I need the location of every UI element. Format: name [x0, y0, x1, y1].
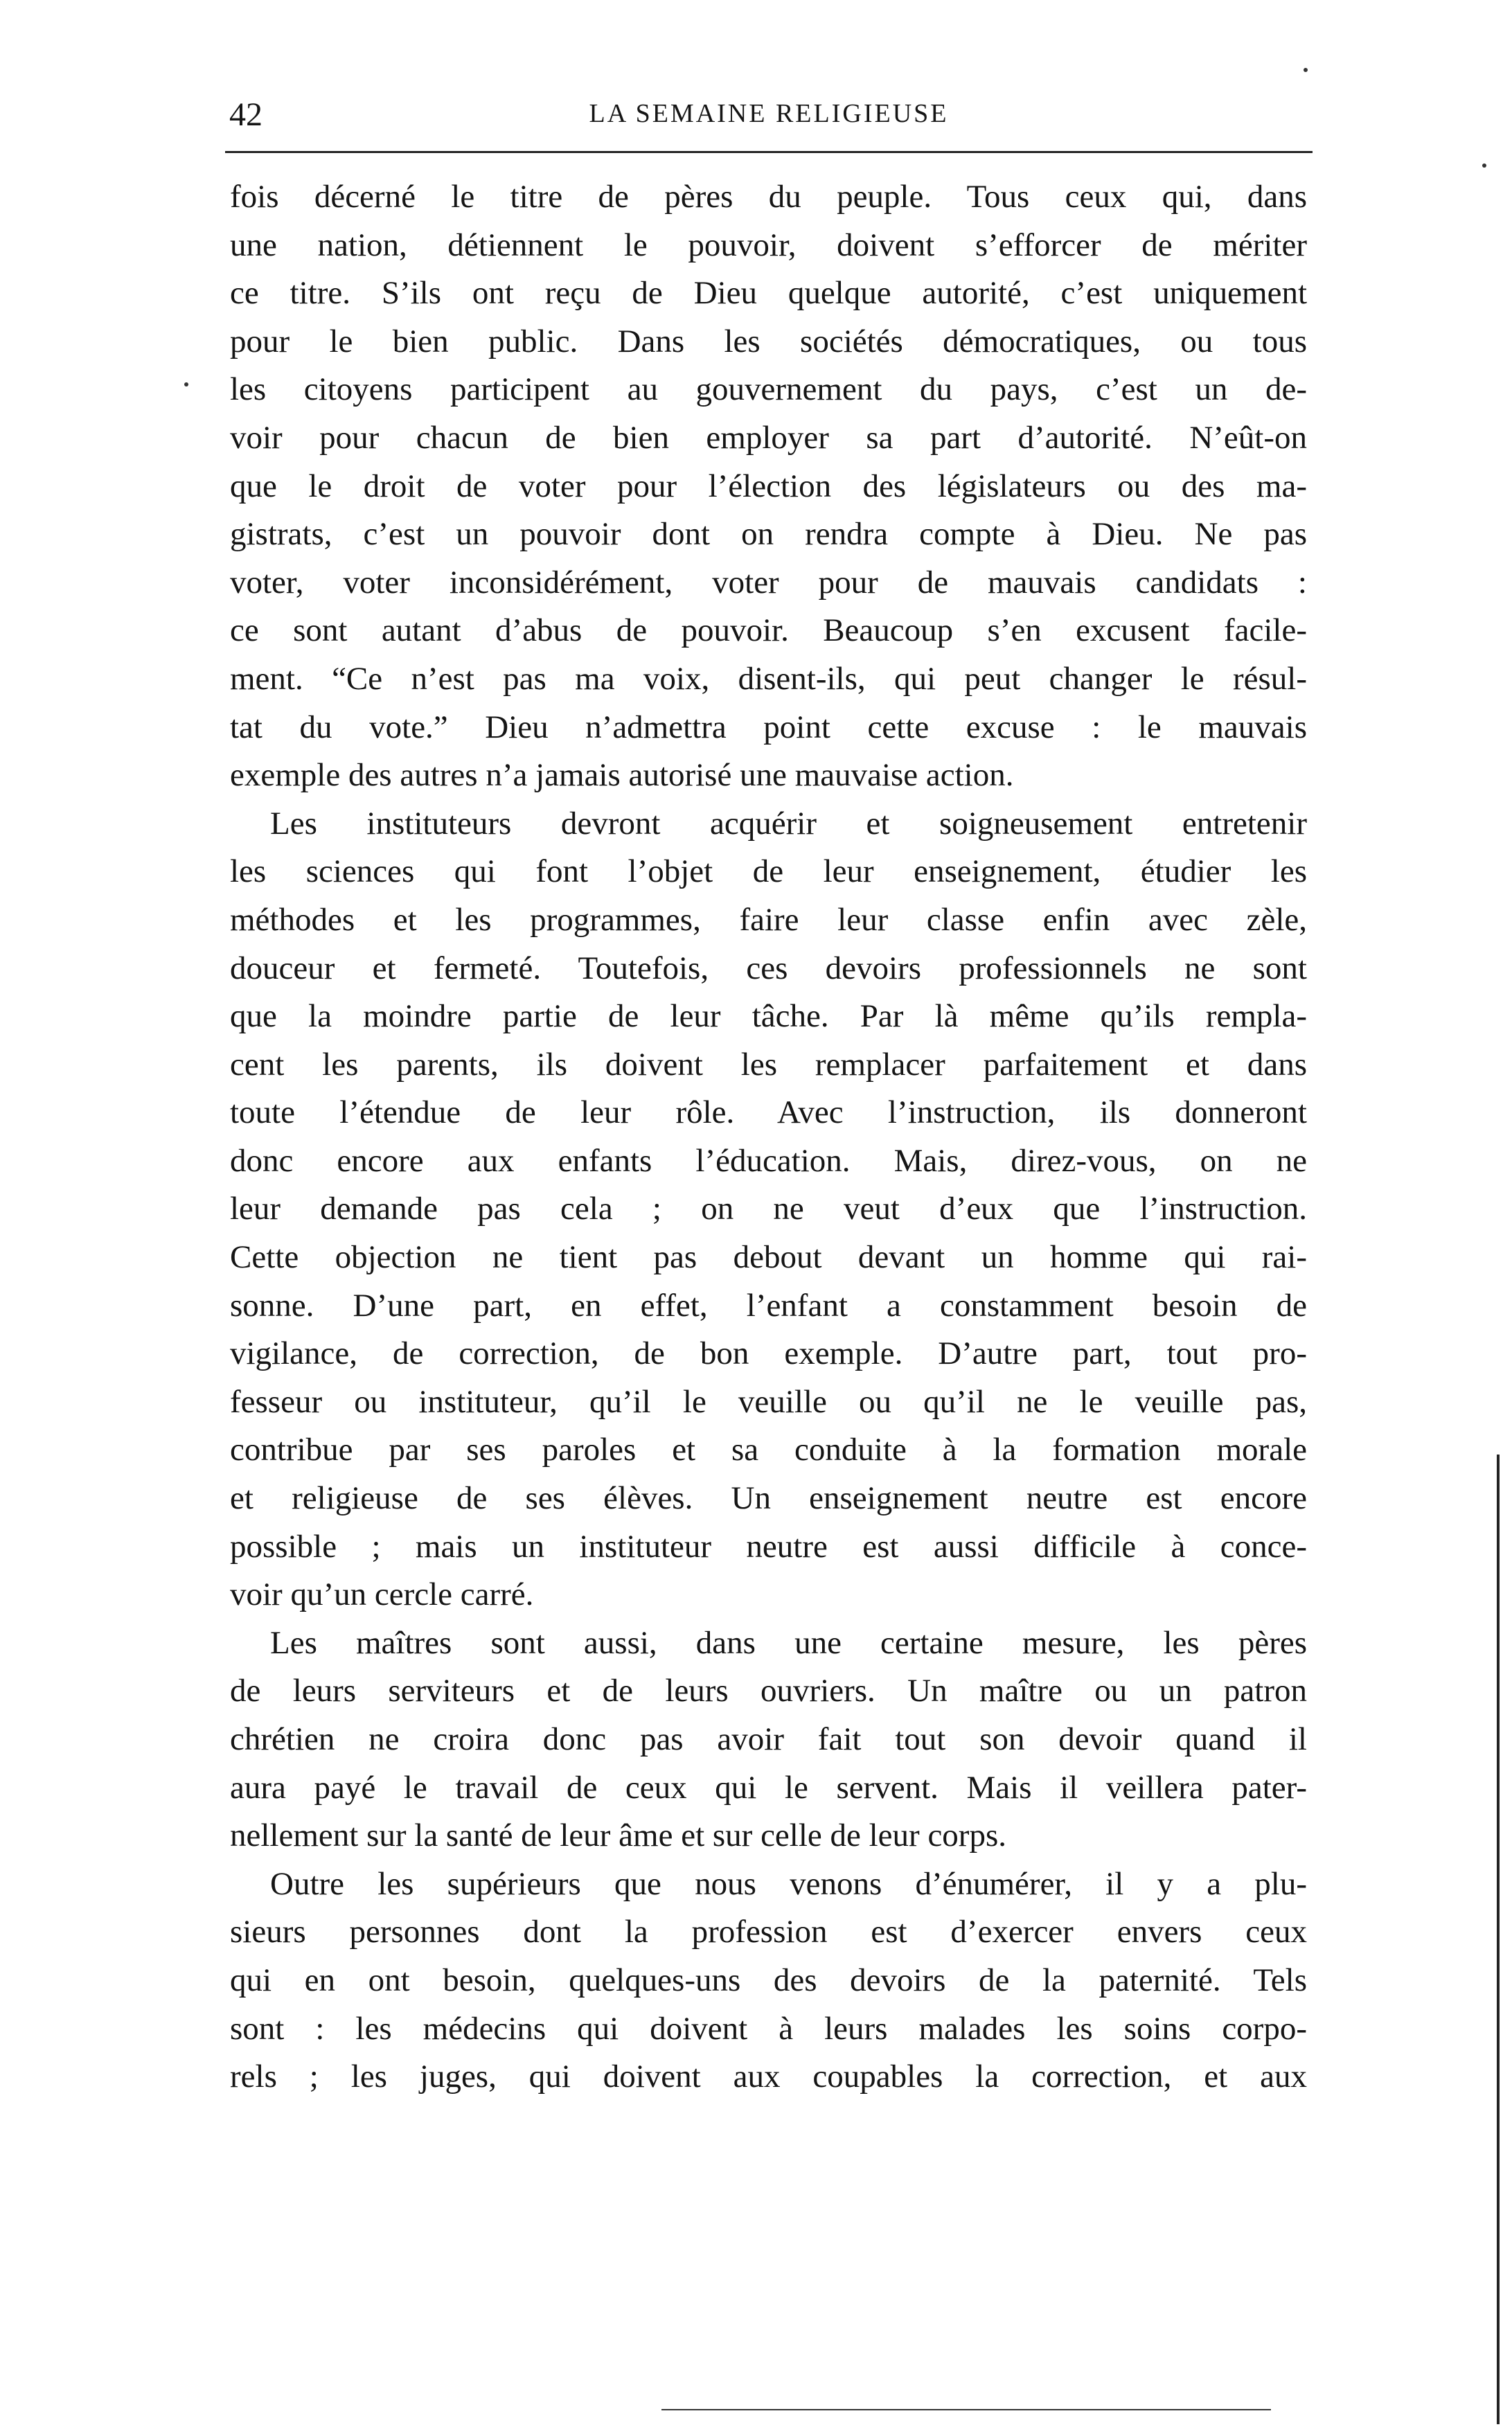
header-rule: [225, 151, 1313, 153]
text-line: ce titre. S’ils ont reçu de Dieu quelque autorité, c’est uniquement: [230, 275, 1307, 312]
text-line: voter, voter inconsidérément, voter pour de mauvais candidats :: [230, 564, 1307, 601]
page-header: [225, 96, 1313, 151]
text-line: tat du vote.” Dieu n’admettra point cette excuse : le mauvais: [230, 709, 1307, 745]
print-speck: [1482, 163, 1486, 168]
text-line: sieurs personnes dont la profession est d’exercer envers ceux: [230, 1914, 1307, 1950]
text-line: contribue par ses paroles et sa conduite à la formation morale: [230, 1432, 1307, 1468]
page-edge-mark: [1497, 1455, 1500, 2424]
text-line: douceur et fermeté. Toutefois, ces devoirs professionnels ne sont: [230, 950, 1307, 986]
text-line: voir qu’un cercle carré.: [230, 1576, 534, 1613]
text-line: une nation, détiennent le pouvoir, doivent s’efforcer de mériter: [230, 226, 1307, 263]
print-speck: [184, 382, 188, 386]
text-line: gistrats, c’est un pouvoir dont on rendra compte à Dieu. Ne pas: [230, 516, 1307, 553]
text-line: voir pour chacun de bien employer sa part d’autorité. N’eût-on: [230, 419, 1307, 456]
text-line: les sciences qui font l’objet de leur enseignement, étudier les: [230, 853, 1307, 890]
print-speck: [1304, 68, 1308, 72]
text-line: ce sont autant d’abus de pouvoir. Beaucoup s’en excusent facile-: [230, 612, 1307, 649]
text-line: vigilance, de correction, de bon exemple. D’autre part, tout pro-: [230, 1335, 1307, 1372]
text-line: de leurs serviteurs et de leurs ouvriers. Un maître ou un patron: [230, 1673, 1307, 1709]
text-line: les citoyens participent au gouvernement du pays, c’est un de-: [230, 371, 1307, 408]
text-line: rels ; les juges, qui doivent aux coupables la correction, et aux: [230, 2059, 1307, 2095]
text-line: et religieuse de ses élèves. Un enseignement neutre est encore: [230, 1480, 1307, 1517]
text-line: toute l’étendue de leur rôle. Avec l’instruction, ils donneront: [230, 1094, 1307, 1131]
page-number: 42: [229, 96, 263, 133]
text-line: fois décerné le titre de pères du peuple. Tous ceux qui, dans: [230, 179, 1307, 215]
bottom-rule: [661, 2409, 1271, 2410]
text-line: exemple des autres n’a jamais autorisé une mauvaise action.: [230, 757, 1014, 794]
text-line: que le droit de voter pour l’élection des législateurs ou des ma-: [230, 468, 1307, 504]
text-line: pour le bien public. Dans les sociétés démocratiques, ou tous: [230, 323, 1307, 359]
text-line: possible ; mais un instituteur neutre est aussi difficile à conce-: [230, 1528, 1307, 1565]
text-line: leur demande pas cela ; on ne veut d’eux que l’instruction.: [230, 1191, 1307, 1227]
text-line: Cette objection ne tient pas debout devant un homme qui rai-: [230, 1239, 1307, 1276]
paragraph-start-line: Les instituteurs devront acquérir et soigneusement entretenir: [270, 805, 1307, 842]
text-line: méthodes et les programmes, faire leur classe enfin avec zèle,: [230, 901, 1307, 938]
text-line: sont : les médecins qui doivent à leurs malades les soins corpo-: [230, 2010, 1307, 2047]
body-text: [230, 173, 1307, 2101]
running-title: LA SEMAINE RELIGIEUSE: [589, 99, 949, 128]
text-line: que la moindre partie de leur tâche. Par là même qu’ils rempla-: [230, 998, 1307, 1035]
paragraph-start-line: Les maîtres sont aussi, dans une certaine mesure, les pères: [270, 1624, 1307, 1661]
text-line: nellement sur la santé de leur âme et sur celle de leur corps.: [230, 1817, 1007, 1854]
text-line: donc encore aux enfants l’éducation. Mais, direz-vous, on ne: [230, 1142, 1307, 1179]
paragraph-start-line: Outre les supérieurs que nous venons d’énumérer, il y a plu-: [270, 1865, 1307, 1902]
text-line: aura payé le travail de ceux qui le servent. Mais il veillera pater-: [230, 1769, 1307, 1806]
text-line: ment. “Ce n’est pas ma voix, disent-ils, qui peut changer le résul-: [230, 660, 1307, 697]
text-line: sonne. D’une part, en effet, l’enfant a constamment besoin de: [230, 1287, 1307, 1324]
text-line: qui en ont besoin, quelques-uns des devoirs de la paternité. Tels: [230, 1962, 1307, 1998]
text-line: chrétien ne croira donc pas avoir fait tout son devoir quand il: [230, 1721, 1307, 1757]
text-line: fesseur ou instituteur, qu’il le veuille ou qu’il ne le veuille pas,: [230, 1383, 1307, 1420]
text-line: cent les parents, ils doivent les remplacer parfaitement et dans: [230, 1046, 1307, 1083]
